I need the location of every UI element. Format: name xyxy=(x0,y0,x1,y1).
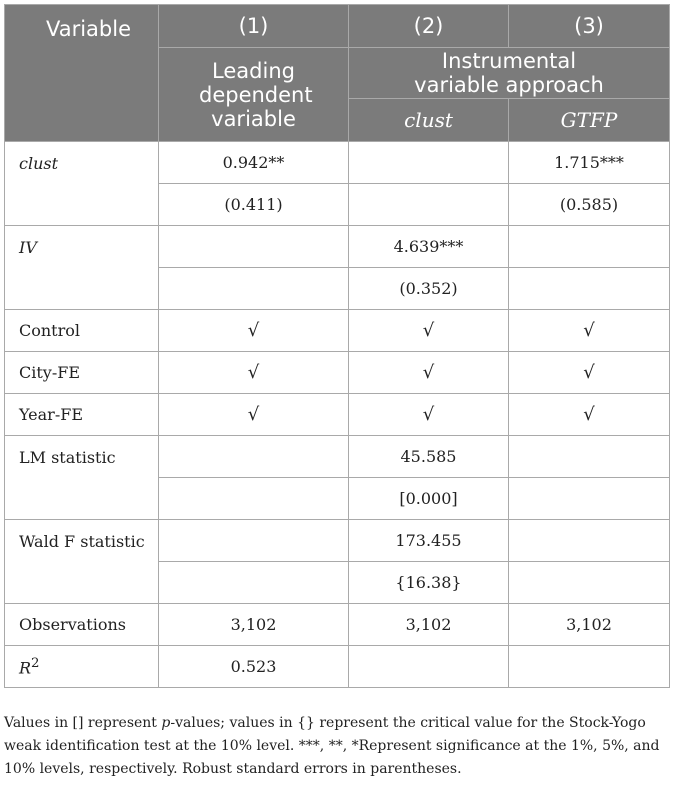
note-p: p xyxy=(161,715,171,731)
row-label-city-fe: City-FE xyxy=(5,352,159,394)
leading-dependent-header: Leading dependent variable xyxy=(159,48,349,142)
cell-obs-c2: 3,102 xyxy=(349,604,509,646)
cell-iv-c1 xyxy=(159,226,349,268)
row-label-lm: LM statistic xyxy=(5,436,159,520)
cell-wald-c3 xyxy=(509,520,670,562)
variable-header: Variable xyxy=(5,5,159,142)
cell-iv-c2-se: (0.352) xyxy=(349,268,509,310)
note-part1: Values in [] represent xyxy=(4,715,162,731)
r2-superscript: 2 xyxy=(31,655,40,671)
regression-table xyxy=(4,4,670,688)
cell-obs-c3: 3,102 xyxy=(509,604,670,646)
check-year-fe-c1: √ xyxy=(159,394,349,436)
table-footnote xyxy=(4,712,664,781)
row-label-clust: clust xyxy=(5,142,159,226)
cell-clust-c3: 1.715*** xyxy=(509,142,670,184)
note-part2: -values; values in {} represent the critical value for the Stock-Yogo weak identification test at the 10% level. ***, **, *Represent significance at the 1%, 5%, and 10% levels, respectively. Robust standard errors in parentheses. xyxy=(4,715,660,777)
cell-wald-c1-cv xyxy=(159,562,349,604)
cell-clust-c3-se: (0.585) xyxy=(509,184,670,226)
subheader-gtfp: GTFP xyxy=(509,99,670,142)
cell-lm-c3 xyxy=(509,436,670,478)
iv-approach-header: Instrumental variable approach xyxy=(349,48,670,99)
cell-wald-c2: 173.455 xyxy=(349,520,509,562)
cell-lm-c1 xyxy=(159,436,349,478)
col1-header: (1) xyxy=(159,5,349,48)
cell-iv-c2: 4.639*** xyxy=(349,226,509,268)
row-label-r2 xyxy=(5,646,159,688)
cell-clust-c2 xyxy=(349,142,509,184)
cell-lm-c1-p xyxy=(159,478,349,520)
check-city-fe-c2: √ xyxy=(349,352,509,394)
check-city-fe-c1: √ xyxy=(159,352,349,394)
check-year-fe-c2: √ xyxy=(349,394,509,436)
cell-iv-c3 xyxy=(509,226,670,268)
cell-iv-c3-se xyxy=(509,268,670,310)
cell-clust-c1: 0.942** xyxy=(159,142,349,184)
cell-clust-c2-se xyxy=(349,184,509,226)
cell-wald-c2-cv: {16.38} xyxy=(349,562,509,604)
col3-header: (3) xyxy=(509,5,670,48)
cell-obs-c1: 3,102 xyxy=(159,604,349,646)
row-label-year-fe: Year-FE xyxy=(5,394,159,436)
cell-r2-c1: 0.523 xyxy=(159,646,349,688)
row-label-observations: Observations xyxy=(5,604,159,646)
row-label-iv: IV xyxy=(5,226,159,310)
r2-label: R xyxy=(19,658,32,678)
row-label-wald: Wald F statistic xyxy=(5,520,159,604)
subheader-clust: clust xyxy=(349,99,509,142)
col2-header: (2) xyxy=(349,5,509,48)
check-city-fe-c3: √ xyxy=(509,352,670,394)
check-control-c2: √ xyxy=(349,310,509,352)
cell-r2-c2 xyxy=(349,646,509,688)
cell-wald-c3-cv xyxy=(509,562,670,604)
cell-wald-c1 xyxy=(159,520,349,562)
row-label-control: Control xyxy=(5,310,159,352)
cell-lm-c2-p: [0.000] xyxy=(349,478,509,520)
check-control-c3: √ xyxy=(509,310,670,352)
cell-lm-c2: 45.585 xyxy=(349,436,509,478)
cell-iv-c1-se xyxy=(159,268,349,310)
cell-clust-c1-se: (0.411) xyxy=(159,184,349,226)
cell-r2-c3 xyxy=(509,646,670,688)
check-control-c1: √ xyxy=(159,310,349,352)
check-year-fe-c3: √ xyxy=(509,394,670,436)
cell-lm-c3-p xyxy=(509,478,670,520)
